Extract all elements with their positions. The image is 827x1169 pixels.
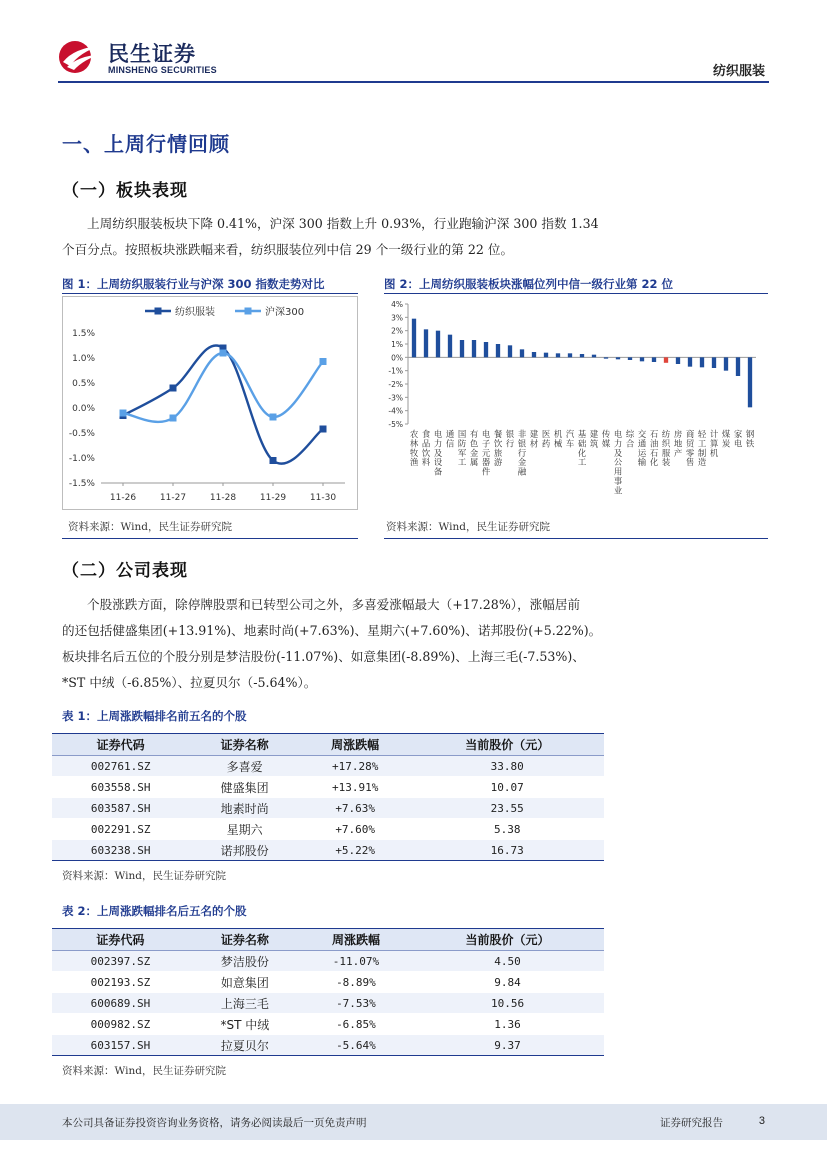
current-price: 9.37	[411, 1035, 604, 1056]
category-label-char: 机	[553, 429, 563, 439]
column-header: 当前股价（元）	[410, 734, 604, 756]
column-header: 证券名称	[189, 734, 300, 756]
category-label-char: 轻	[697, 429, 707, 439]
bar-餐饮旅游	[496, 344, 500, 357]
category-label-char: 行	[517, 447, 527, 458]
data-point-marker	[270, 457, 277, 464]
category-label-char: 非	[517, 429, 527, 439]
bar-煤炭	[724, 357, 728, 370]
category-label-char: 石	[649, 447, 659, 458]
stock-name: 拉夏贝尔	[189, 1035, 301, 1056]
category-label-char: 电	[613, 429, 623, 439]
stock-code: 603157.SH	[52, 1035, 189, 1056]
figure1-title: 图 1：上周纺织服装行业与沪深 300 指数走势对比	[62, 277, 325, 291]
stock-code: 002397.SZ	[52, 951, 189, 972]
column-header: 证券名称	[189, 929, 301, 951]
category-label-char: 输	[637, 457, 647, 468]
stock-name: 多喜爱	[189, 756, 300, 777]
stock-name: 地素时尚	[189, 798, 300, 819]
bar-食品饮料	[424, 329, 428, 357]
column-header: 证券代码	[52, 734, 189, 756]
category-label-char: 炭	[721, 438, 731, 449]
bar-纺织服装	[664, 357, 668, 362]
weekly-change: +7.60%	[300, 819, 411, 840]
category-label-char: 售	[685, 457, 695, 468]
category-label-char: 元	[481, 447, 491, 458]
stock-code: 002291.SZ	[52, 819, 189, 840]
current-price: 23.55	[410, 798, 604, 819]
category-label-char: 工	[577, 457, 587, 468]
category-label-char: 综	[625, 429, 635, 439]
figure2-source: 资料来源：Wind，民生证券研究院	[386, 521, 550, 533]
category-label-char: 油	[649, 438, 659, 449]
weekly-change: +17.28%	[300, 756, 411, 777]
stock-code: 603238.SH	[52, 840, 189, 861]
footer-report-type: 证券研究报告	[660, 1117, 723, 1129]
current-price: 16.73	[410, 840, 604, 861]
sector-paragraph	[62, 211, 642, 263]
bar-家电	[736, 357, 740, 376]
bar-农林牧渔	[412, 319, 416, 358]
page-footer	[0, 1104, 827, 1140]
category-label-char: 织	[661, 438, 671, 449]
current-price: 9.84	[411, 972, 604, 993]
section-title: 一、上周行情回顾	[62, 132, 230, 156]
category-label-char: 属	[469, 457, 479, 468]
category-label-char: 子	[481, 438, 491, 449]
table-header-row	[52, 929, 604, 951]
category-label-char: 饮	[493, 438, 503, 449]
table2-title: 表 2：上周涨跌幅排名后五名的个股	[62, 904, 247, 918]
category-label-char: 备	[433, 466, 443, 477]
legend-label: 纺织服装	[175, 307, 215, 318]
column-header: 证券代码	[52, 929, 189, 951]
category-label-char: 业	[613, 485, 623, 496]
category-label-char: 林	[409, 438, 419, 449]
current-price: 1.36	[411, 1014, 604, 1035]
category-label-char: 汽	[565, 429, 575, 439]
figure1-title-rule	[62, 293, 358, 294]
bar-电力及公用事业	[616, 357, 620, 359]
header-divider	[58, 81, 769, 83]
figure1-source: 资料来源：Wind，民生证券研究院	[68, 521, 232, 533]
bar-汽车	[568, 353, 572, 357]
table-row	[52, 1014, 604, 1035]
industry-tag: 纺织服装	[712, 64, 765, 79]
category-label-char: 信	[445, 438, 455, 449]
category-label-char: 渔	[409, 457, 419, 468]
bar-建材	[532, 352, 536, 357]
category-label-char: 服	[661, 447, 671, 458]
category-label-char: 地	[673, 438, 683, 449]
table-header-row	[52, 734, 604, 756]
weekly-change: -7.53%	[301, 993, 411, 1014]
category-label-char: 银	[505, 429, 515, 439]
category-label-char: 用	[613, 466, 623, 477]
data-point-marker	[170, 385, 177, 392]
category-label-char: 及	[433, 447, 443, 458]
weekly-change: -8.89%	[301, 972, 411, 993]
minsheng-logo-icon	[58, 40, 104, 74]
bar-轻工制造	[700, 357, 704, 367]
current-price: 10.07	[410, 777, 604, 798]
y-tick-label: 4%	[391, 300, 403, 309]
category-label-char: 力	[613, 438, 623, 449]
category-label-char: 产	[673, 447, 683, 458]
category-label-char: 商	[685, 429, 695, 439]
legend-marker	[155, 308, 162, 315]
bar-医药	[544, 353, 548, 358]
page-header	[0, 0, 827, 84]
top5-stocks-table	[52, 733, 604, 861]
category-label-char: 军	[457, 447, 467, 458]
figure2-bottom-rule	[384, 538, 768, 539]
table-row	[52, 840, 604, 861]
table-row	[52, 1035, 604, 1056]
category-label-char: 国	[457, 429, 467, 439]
category-label-char: 运	[637, 447, 647, 458]
stock-name: 梦洁股份	[189, 951, 301, 972]
category-label-char: 旅	[493, 447, 503, 458]
legend-label: 沪深300	[265, 307, 305, 318]
weekly-change: -5.64%	[301, 1035, 411, 1056]
category-label-char: 化	[577, 447, 587, 458]
figure1-chart-frame	[62, 296, 358, 510]
category-label-char: 机	[709, 447, 719, 458]
x-tick-label: 11-26	[109, 493, 137, 503]
category-label-char: 金	[469, 447, 479, 458]
data-point-marker	[320, 358, 327, 365]
category-label-char: 传	[601, 429, 611, 439]
y-tick-label: -1.5%	[68, 479, 95, 489]
y-tick-label: 2%	[391, 326, 403, 336]
table-row	[52, 972, 604, 993]
category-label-char: 家	[733, 429, 743, 439]
category-label-char: 行	[505, 438, 515, 449]
category-label-char: 力	[433, 438, 443, 449]
category-label-char: 电	[733, 438, 743, 449]
y-tick-label: 1.5%	[72, 329, 95, 339]
footer-disclaimer: 本公司具备证券投资咨询业务资格，请务必阅读最后一页免责声明	[62, 1117, 367, 1129]
bar-交通运输	[640, 357, 644, 361]
y-tick-label: 0.5%	[72, 379, 95, 389]
legend-marker	[245, 308, 252, 315]
x-tick-label: 11-30	[309, 493, 337, 503]
category-label-char: 媒	[601, 438, 611, 449]
category-label-char: 筑	[589, 438, 599, 449]
x-tick-label: 11-27	[159, 493, 187, 503]
column-header: 周涨跌幅	[301, 929, 411, 951]
y-tick-label: -0.5%	[68, 429, 95, 439]
category-label-char: 农	[409, 429, 419, 439]
x-tick-label: 11-29	[259, 493, 287, 503]
table1-title: 表 1：上周涨跌幅排名前五名的个股	[62, 709, 247, 723]
series-line-csi300	[123, 353, 323, 422]
bar-钢铁	[748, 357, 752, 407]
table-row	[52, 819, 604, 840]
y-tick-label: -1%	[388, 366, 403, 376]
bottom5-stocks-table	[52, 928, 604, 1056]
category-label-char: 食	[421, 429, 431, 439]
y-tick-label: -1.0%	[68, 454, 95, 464]
bar-传媒	[604, 357, 608, 358]
category-label-char: 房	[673, 429, 683, 439]
current-price: 10.56	[411, 993, 604, 1014]
bar-非银行金融	[520, 349, 524, 357]
category-label-char: 算	[709, 438, 719, 449]
x-tick-label: 11-28	[209, 493, 237, 503]
bar-有色金属	[472, 340, 476, 357]
category-label-char: 础	[577, 438, 587, 449]
data-point-marker	[220, 350, 227, 357]
paragraph-line: 个百分点。按照板块涨跌幅来看，纺织服装位列中信 29 个一级行业的第 22 位。	[62, 242, 514, 257]
category-label-char: 铁	[745, 438, 755, 449]
category-label-char: 钢	[745, 429, 755, 439]
figure2-title: 图 2：上周纺织服装板块涨幅位列中信一级行业第 22 位	[384, 277, 674, 291]
category-label-char: 游	[493, 457, 503, 468]
paragraph-line: 上周纺织服装板块下降 0.41%，沪深 300 指数上升 0.93%，行业跑输沪深 300 指数 1.34	[87, 216, 599, 231]
company-paragraph	[62, 592, 682, 696]
table-row	[52, 993, 604, 1014]
current-price: 4.50	[411, 951, 604, 972]
figure2-bar-chart	[384, 296, 768, 510]
category-label-char: 装	[661, 457, 671, 468]
category-label-char: 工	[697, 438, 707, 449]
category-label-char: 煤	[721, 429, 731, 439]
table2-source: 资料来源：Wind，民生证券研究院	[62, 1065, 226, 1077]
table-row	[52, 756, 604, 777]
stock-code: 603587.SH	[52, 798, 189, 819]
brand-name-en: MINSHENG SECURITIES	[108, 65, 217, 75]
category-label-char: 造	[697, 457, 707, 468]
y-tick-label: 0.0%	[72, 404, 95, 414]
bar-计算机	[712, 357, 716, 368]
y-tick-label: -3%	[388, 393, 403, 403]
column-header: 当前股价（元）	[411, 929, 604, 951]
bar-银行	[508, 345, 512, 357]
page-number: 3	[758, 1115, 765, 1127]
category-label-char: 交	[637, 429, 647, 439]
category-label-char: 公	[613, 457, 623, 468]
subsection-title-company: （二）公司表现	[62, 561, 188, 581]
category-label-char: 料	[421, 457, 431, 468]
current-price: 33.80	[410, 756, 604, 777]
stock-name: 上海三毛	[189, 993, 301, 1014]
weekly-change: +7.63%	[300, 798, 411, 819]
category-label-char: 防	[457, 438, 467, 449]
category-label-char: 零	[685, 447, 695, 458]
figure2-title-rule	[384, 293, 768, 294]
table-row	[52, 951, 604, 972]
weekly-change: +13.91%	[300, 777, 411, 798]
stock-name: *ST 中绒	[189, 1014, 301, 1035]
bar-建筑	[592, 355, 596, 358]
y-tick-label: 1%	[391, 340, 403, 349]
weekly-change: -6.85%	[301, 1014, 411, 1035]
data-point-marker	[120, 410, 127, 417]
stock-name: 诺邦股份	[189, 840, 300, 861]
category-label-char: 色	[469, 438, 479, 449]
stock-name: 如意集团	[189, 972, 301, 993]
category-label-char: 工	[457, 457, 467, 468]
category-label-char: 金	[517, 457, 527, 468]
category-label-char: 化	[649, 457, 659, 468]
bar-基础化工	[580, 354, 584, 357]
current-price: 5.38	[410, 819, 604, 840]
brand-name-cn: 民生证券	[108, 42, 196, 66]
bar-国防军工	[460, 340, 464, 357]
stock-code: 002761.SZ	[52, 756, 189, 777]
category-label-char: 饮	[421, 447, 431, 458]
table-row	[52, 777, 604, 798]
category-label-char: 有	[469, 429, 479, 439]
category-label-char: 制	[697, 447, 707, 458]
table-row	[52, 798, 604, 819]
category-label-char: 通	[445, 429, 455, 439]
weekly-change: +5.22%	[300, 840, 411, 861]
category-label-char: 械	[553, 438, 563, 449]
category-label-char: 建	[529, 429, 539, 439]
stock-code: 600689.SH	[52, 993, 189, 1014]
category-label-char: 银	[517, 438, 527, 449]
category-label-char: 事	[613, 476, 623, 486]
bar-商贸零售	[688, 357, 692, 366]
category-label-char: 电	[481, 429, 491, 439]
bar-电子元器件	[484, 342, 488, 357]
category-label-char: 电	[433, 429, 443, 439]
figure1-bottom-rule	[62, 538, 358, 539]
y-tick-label: -5%	[388, 420, 403, 429]
bar-房地产	[676, 357, 680, 364]
category-label-char: 器	[481, 457, 491, 468]
subsection-title-sector: （一）板块表现	[62, 181, 188, 201]
figure2-chart-frame	[384, 296, 768, 510]
category-label-char: 设	[433, 457, 443, 468]
category-label-char: 基	[577, 429, 587, 439]
stock-code: 000982.SZ	[52, 1014, 189, 1035]
data-point-marker	[320, 426, 327, 433]
stock-name: 健盛集团	[189, 777, 300, 798]
category-label-char: 石	[649, 429, 659, 439]
y-tick-label: 1.0%	[72, 354, 95, 364]
category-label-char: 餐	[493, 429, 503, 439]
category-label-char: 通	[637, 438, 647, 449]
category-label-char: 建	[589, 429, 599, 439]
category-label-char: 医	[541, 429, 551, 439]
category-label-char: 品	[421, 438, 431, 449]
table1-source: 资料来源：Wind，民生证券研究院	[62, 870, 226, 882]
figure1-line-chart	[63, 297, 357, 509]
stock-code: 002193.SZ	[52, 972, 189, 993]
bar-综合	[628, 357, 632, 360]
paragraph-line: 的还包括健盛集团(+13.91%)、地素时尚(+7.63%)、星期六(+7.60%)、诺邦股份(+5.22%)。	[62, 623, 602, 638]
bar-机械	[556, 353, 560, 357]
data-point-marker	[170, 415, 177, 422]
category-label-char: 材	[529, 438, 539, 449]
bar-电力及设备	[436, 331, 440, 358]
category-label-char: 车	[565, 438, 575, 449]
paragraph-line: 板块排名后五位的个股分别是梦洁股份(-11.07%)、如意集团(-8.89%)、上海三毛(-7.53%)、	[62, 649, 585, 664]
category-label-char: 牧	[409, 447, 419, 458]
paragraph-line: 个股涨跌方面，除停牌股票和已转型公司之外，多喜爱涨幅最大（+17.28%），涨幅居前	[87, 597, 581, 612]
y-tick-label: 0%	[391, 353, 403, 363]
data-point-marker	[270, 414, 277, 421]
y-tick-label: -2%	[388, 380, 403, 389]
weekly-change: -11.07%	[301, 951, 411, 972]
stock-name: 星期六	[189, 819, 300, 840]
bar-石油石化	[652, 357, 656, 362]
category-label-char: 药	[541, 438, 551, 449]
category-label-char: 合	[625, 438, 635, 449]
category-label-char: 融	[517, 466, 527, 477]
stock-code: 603558.SH	[52, 777, 189, 798]
category-label-char: 贸	[685, 438, 695, 449]
category-label-char: 及	[613, 447, 623, 458]
y-tick-label: 3%	[391, 313, 403, 323]
category-label-char: 件	[481, 466, 491, 477]
category-label-char: 计	[709, 429, 719, 439]
y-tick-label: -4%	[388, 406, 403, 416]
column-header: 周涨跌幅	[300, 734, 411, 756]
bar-通信	[448, 335, 452, 358]
category-label-char: 纺	[661, 429, 671, 439]
paragraph-line: *ST 中绒（-6.85%）、拉夏贝尔（-5.64%）。	[62, 675, 317, 690]
